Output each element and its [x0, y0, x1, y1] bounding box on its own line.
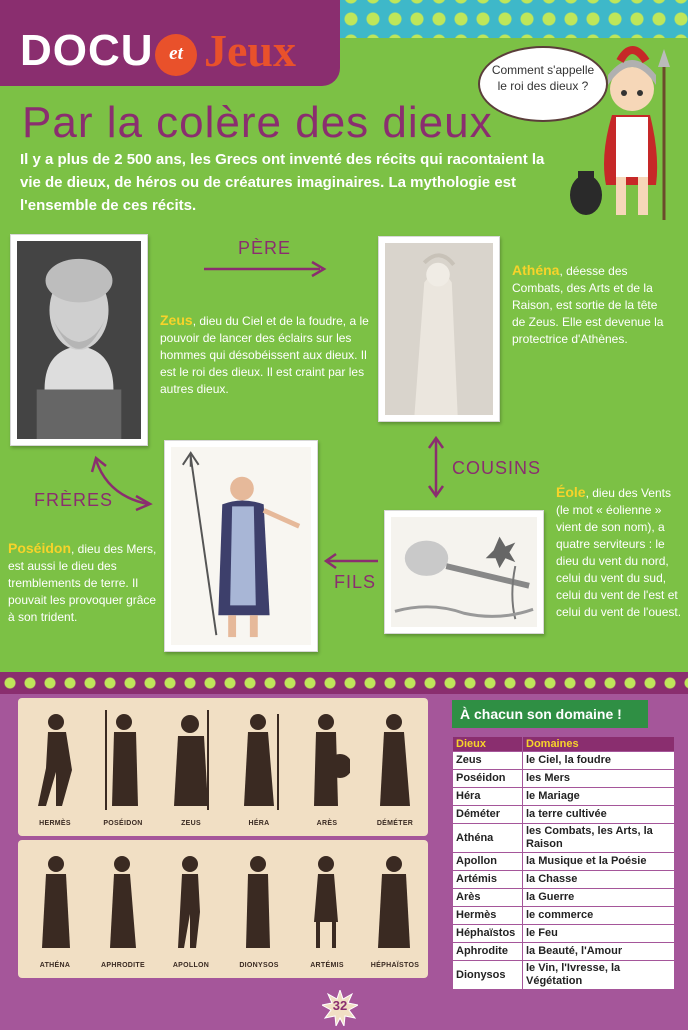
table-row [453, 853, 675, 871]
greek-soldier-illustration [560, 45, 680, 225]
decorative-dot-strip-bottom [0, 672, 688, 694]
magazine-logo [0, 0, 340, 86]
silhouette-label-dionysos: DIONYSOS [239, 962, 279, 969]
label-pere: PÈRE [238, 238, 292, 258]
silhouettes-panel-2 [18, 840, 428, 978]
silhouette-dionysos [236, 852, 282, 952]
silhouette-label-hephaistos: HÉPHAÏSTOS [370, 962, 420, 969]
zeus-description [160, 312, 370, 398]
page-number-text: 32 [332, 998, 348, 1013]
god-cell: Hermès [453, 907, 523, 925]
eole-description [556, 484, 686, 621]
domain-cell: le Mariage [523, 788, 675, 806]
domains-header-row [453, 737, 675, 752]
domain-cell: le Feu [523, 925, 675, 943]
logo-docu: DOCU [20, 26, 154, 75]
domain-cell: la Guerre [523, 889, 675, 907]
silhouette-label-apollon: APOLLON [172, 962, 210, 969]
table-row [453, 806, 675, 824]
silhouette-label-artemis: ARTÉMIS [310, 962, 344, 969]
table-row [453, 871, 675, 889]
silhouettes-panel-1 [18, 698, 428, 836]
silhouette-label-poseidon: POSÉIDON [103, 820, 143, 827]
silhouette-artemis [304, 852, 350, 952]
zeus-name: Zeus [160, 312, 193, 328]
eole-engraving [384, 510, 544, 634]
table-row [453, 788, 675, 806]
god-cell: Poséidon [453, 770, 523, 788]
domains-table [452, 736, 675, 990]
silhouette-hermes [32, 710, 78, 810]
label-cousins: COUSINS [452, 458, 542, 478]
silhouette-zeus [168, 710, 214, 810]
table-row [453, 907, 675, 925]
domain-cell: les Combats, les Arts, la Raison [523, 824, 675, 853]
table-row [453, 961, 675, 990]
domain-cell: le Vin, l'Ivresse, la Végétation [523, 961, 675, 990]
god-cell: Apollon [453, 853, 523, 871]
silhouette-label-demeter: DÉMÉTER [376, 820, 414, 827]
arrow-cousins [424, 434, 448, 500]
table-row [453, 752, 675, 770]
zeus-text: , dieu du Ciel et de la foudre, a le pouvoir de lancer des éclairs sur les hommes qui désobéissent aux dieux. Il est le roi des dieux. Il est craint par les autres dieux. [160, 314, 369, 396]
table-row [453, 770, 675, 788]
god-cell: Dionysos [453, 961, 523, 990]
header-dieux: Dieux [453, 737, 523, 752]
arrow-pere [200, 258, 330, 280]
athena-description [512, 262, 672, 348]
decorative-dot-strip [340, 0, 688, 38]
god-cell: Athéna [453, 824, 523, 853]
logo-et: et [155, 34, 197, 76]
domain-cell: la Musique et la Poésie [523, 853, 675, 871]
silhouette-label-aphrodite: APHRODITE [101, 962, 145, 969]
poseidon-text: , dieu des Mers, est aussi le dieu des tremblements de terre. Il pouvait les provoquer grâce à son trident. [8, 542, 157, 624]
table-row [453, 925, 675, 943]
poseidon-name: Poséidon [8, 540, 72, 556]
arrow-fils [322, 550, 382, 572]
athena-relief-photo [378, 236, 500, 422]
logo-jeux: Jeux [204, 25, 296, 76]
page-title: Par la colère des dieux [22, 98, 493, 147]
domain-cell: les Mers [523, 770, 675, 788]
god-cell: Héphaïstos [453, 925, 523, 943]
athena-text: , déesse des Combats, des Arts et de la Raison, est sortie de la tête de Zeus. Elle est devenue la protectrice d'Athènes. [512, 264, 664, 346]
bubble-line-1: Comment s'appelle [491, 63, 595, 77]
table-row [453, 943, 675, 961]
silhouette-athena [32, 852, 78, 952]
domain-cell: le commerce [523, 907, 675, 925]
silhouette-aphrodite [100, 852, 146, 952]
silhouette-hera [236, 710, 282, 810]
domain-cell: la Chasse [523, 871, 675, 889]
label-freres: FRÈRES [34, 490, 114, 510]
table-row [453, 824, 675, 853]
silhouette-label-ares: ARÈS [316, 820, 338, 827]
silhouette-label-hermes: HERMÈS [39, 820, 71, 827]
god-cell: Déméter [453, 806, 523, 824]
silhouette-ares [304, 710, 350, 810]
silhouette-poseidon [100, 710, 146, 810]
athena-name: Athéna [512, 262, 560, 278]
silhouette-label-hera: HÉRA [248, 820, 270, 827]
intro-text: Il y a plus de 2 500 ans, les Grecs ont inventé des récits qui racontaient la vie de dieux, de héros ou de créatures imaginaires. La mythologie est l'ensemble de ces récits. [20, 151, 545, 214]
domain-cell: le Ciel, la foudre [523, 752, 675, 770]
domain-cell: la Beauté, l'Amour [523, 943, 675, 961]
table-row [453, 889, 675, 907]
poseidon-drawing [164, 440, 318, 652]
poseidon-description [8, 540, 166, 626]
label-fils: FILS [334, 572, 377, 592]
silhouette-demeter [372, 710, 418, 810]
silhouette-label-athena: ATHÉNA [39, 962, 71, 969]
eole-text: , dieu des Vents (le mot « éolienne » vient de son nom), a quatre serviteurs : le dieu du vent du nord, celui du vent du sud, celui du vent de l'est et celui du vent de l'ouest. [556, 486, 682, 619]
zeus-bust-photo [10, 234, 148, 446]
god-cell: Aphrodite [453, 943, 523, 961]
domains-title: À chacun son domaine ! [452, 700, 648, 728]
god-cell: Héra [453, 788, 523, 806]
bubble-line-2: le roi des dieux ? [497, 79, 589, 93]
god-cell: Artémis [453, 871, 523, 889]
god-cell: Zeus [453, 752, 523, 770]
silhouette-label-zeus: ZEUS [181, 820, 201, 827]
header-domaines: Domaines [523, 737, 675, 752]
silhouette-apollon [168, 852, 214, 952]
eole-name: Éole [556, 484, 586, 500]
page-number [322, 990, 358, 1026]
domain-cell: la terre cultivée [523, 806, 675, 824]
silhouette-hephaistos [372, 852, 418, 952]
god-cell: Arès [453, 889, 523, 907]
